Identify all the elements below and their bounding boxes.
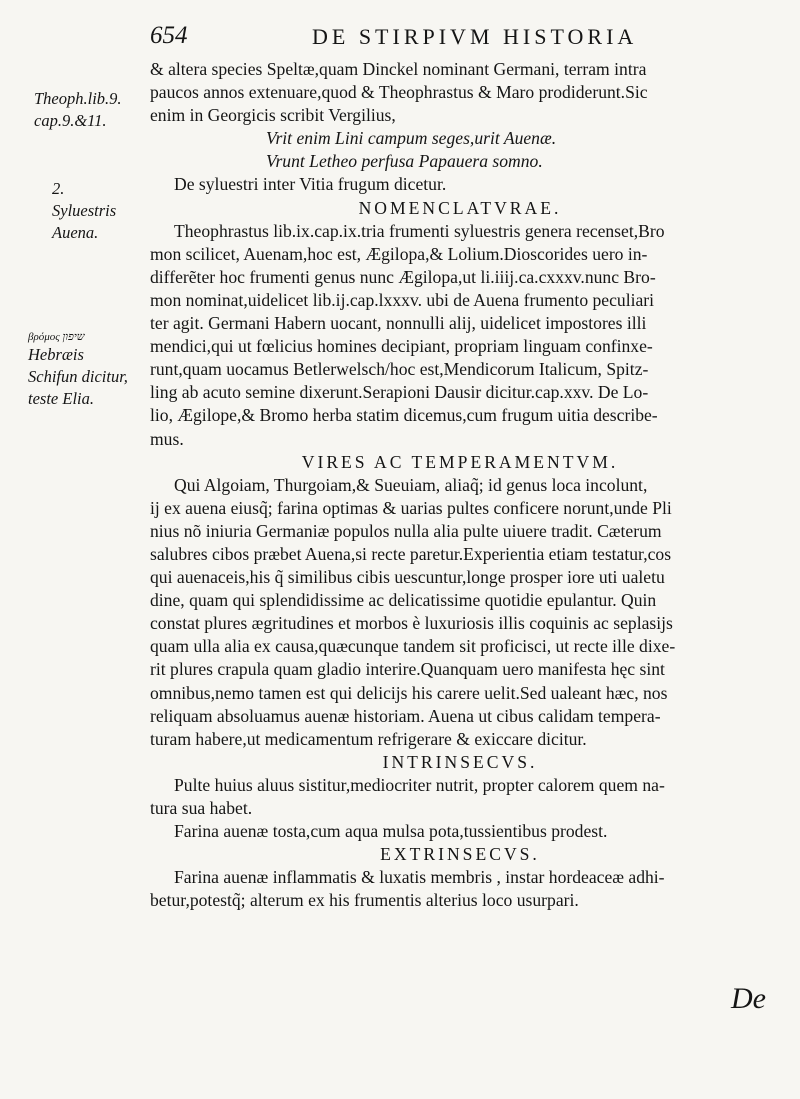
text-line: De syluestri inter Vitia frugum dicetur. (174, 174, 447, 195)
text-line: turam habere,ut medicamentum refrigerare & exiccare dicitur. (150, 728, 587, 749)
section-heading: EXTRINSECVS. (380, 844, 540, 865)
text-line: ling ab acuto semine dixerunt.Serapioni Dausir dicitur.cap.xxv. De Lo- (150, 382, 649, 403)
text-line: mus. (150, 428, 184, 449)
text-line: Pulte huius aluus sistitur,mediocriter nutrit, propter calorem quem na- (174, 774, 665, 795)
text-line: reliquam absoluamus auenæ historiam. Auena ut cibus calidam tempera- (150, 705, 661, 726)
margin-line: βρόμος שיפון (28, 331, 85, 343)
page-number: 654 (150, 22, 188, 49)
section-heading: NOMENCLATVRAE. (358, 197, 562, 218)
text-line: mon nominat,uidelicet lib.ij.cap.lxxxv. ubi de Auena frumento peculiari (150, 289, 655, 310)
text-line: differẽter hoc frumenti genus nunc Ægilopa,ut li.iiij.ca.cxxxv.nunc Bro- (150, 266, 656, 287)
text-line: lio, Ægilope,& Bromo herba statim dicemus,cum frugum uitia describe- (150, 405, 658, 426)
catchword: De (731, 982, 766, 1015)
text-line: salubres cibos præbet Auena,si recte paretur.Experientia etiam testatur,cos (150, 543, 672, 564)
margin-line: 2. (52, 179, 65, 198)
text-line: Farina auenæ inflammatis & luxatis membris , instar hordeaceæ adhi- (174, 867, 665, 888)
margin-note-syluestris (52, 178, 116, 244)
running-title: DE STIRPIVM HISTORIA (312, 24, 638, 49)
text-line: betur,potestq̃; alterum ex his frumentis alterius loco usurpari. (150, 890, 579, 911)
section-heading: VIRES AC TEMPERAMENTVM. (301, 451, 619, 472)
text-line: & altera species Speltæ,quam Dinckel nominant Germani, terram intra (150, 59, 647, 79)
margin-line: Schifun dicitur, (28, 367, 128, 386)
text-line: dine, quam qui splendidissime ac delicatissime quotidie epulantur. Quin (150, 590, 657, 611)
margin-line: Theoph.lib.9. (34, 89, 122, 108)
margin-line: Syluestris (52, 201, 117, 220)
text-line: ij ex auena eiusq̃; farina optimas & uarias pultes conficere norunt,unde Pli (150, 497, 672, 518)
text-line: Vrit enim Lini campum seges,urit Auenæ. (266, 128, 557, 149)
text-line: mon scilicet, Auenam,hoc est, Ægilopa,& Lolium.Dioscorides uero in- (150, 243, 648, 264)
text-line: paucos annos extenuare,quod & Theophrastus & Maro prodiderunt.Sic (150, 82, 648, 103)
text-line: nius nõ iniuria Germaniæ populos nulla alia pulte uiuere tradit. Cæterum (150, 520, 662, 541)
body-text (150, 58, 770, 912)
margin-line: Auena. (52, 223, 99, 242)
page-header (150, 22, 770, 54)
text-line: Qui Algoiam, Thurgoiam,& Sueuiam, aliaq̃; id genus loca incolunt, (174, 474, 648, 495)
text-line: rit plures crapula quam gladio interire.Quanquam uero manifesta hęc sint (150, 659, 665, 680)
text-line: qui auenaceis,his q̃ similibus cibis uescuntur,longe prosper iore uti ualetu (150, 567, 665, 588)
text-line: tura sua habet. (150, 798, 253, 818)
margin-note-theophrastus (34, 88, 122, 132)
text-line: Farina auenæ tosta,cum aqua mulsa pota,tussientibus prodest. (174, 821, 608, 842)
text-line: constat plures ægritudines et morbos è luxuriosis illis coquinis ac seplasijs (150, 613, 673, 634)
text-line: runt,quam uocamus Betlerwelsch/hoc est,Mendicorum Italicum, Spitz- (150, 359, 649, 380)
margin-line: Hebræis (28, 345, 84, 364)
margin-line: teste Elia. (28, 389, 94, 408)
text-line: Vrunt Letheo perfusa Papauera somno. (266, 151, 543, 172)
text-line: Theophrastus lib.ix.cap.ix.tria frumenti syluestris genera recenset,Bro (174, 220, 665, 241)
text-line: omnibus,nemo tamen est qui delicijs his carere uelit.Sed ualeant hæc, nos (150, 682, 668, 703)
text-line: quam ulla alia ex causa,quæcunque tandem sit proficisci, ut recte ille dixe- (150, 636, 676, 657)
section-heading: INTRINSECVS. (382, 751, 538, 772)
text-line: ter agit. Germani Habern uocant, nonnulli alij, uidelicet impostores illi (150, 313, 647, 334)
text-line: enim in Georgicis scribit Vergilius, (150, 105, 396, 126)
text-line: mendici,qui ut fœlicius homines decipiant, propriam linguam confinxe- (150, 336, 653, 357)
margin-line: cap.9.&11. (34, 111, 107, 130)
margin-note-hebraeis (28, 330, 128, 410)
